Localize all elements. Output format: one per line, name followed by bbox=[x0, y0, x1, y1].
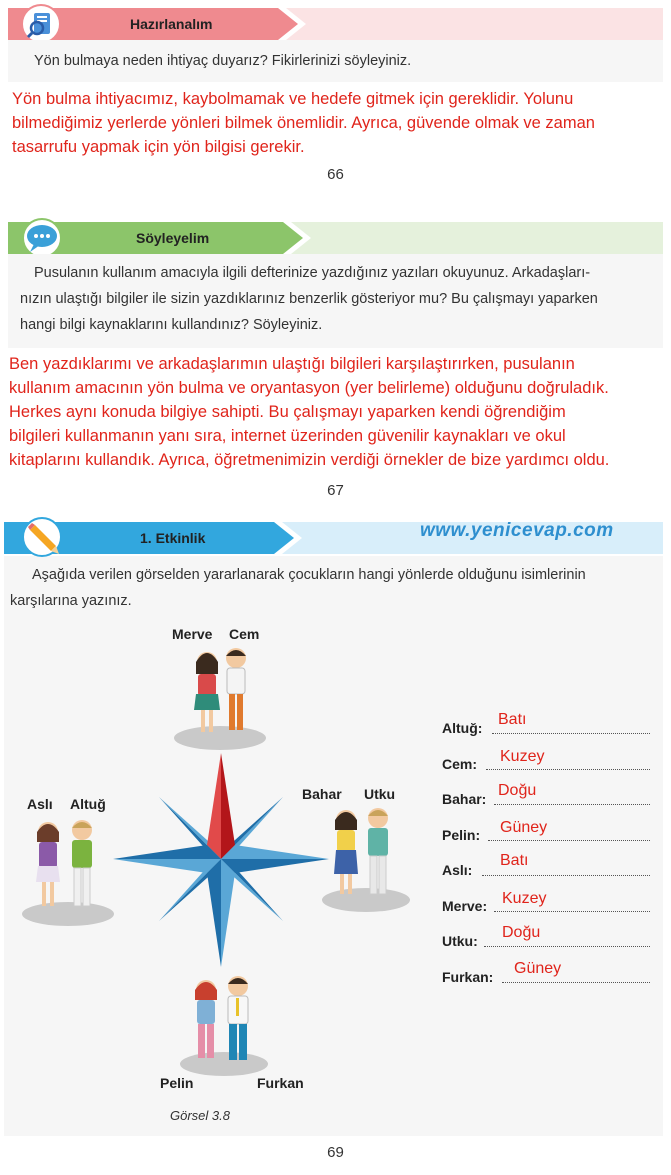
answer-row-field[interactable] bbox=[484, 945, 650, 947]
kid-name-altug: Altuğ bbox=[70, 796, 106, 812]
answer-row-value: Kuzey bbox=[502, 889, 547, 907]
etkinlik-instruction bbox=[10, 562, 660, 614]
kids-west-illustration bbox=[18, 812, 118, 928]
kid-name-asli: Aslı bbox=[27, 796, 53, 812]
hazirlanalim-banner bbox=[8, 8, 663, 40]
kid-name-utku: Utku bbox=[364, 786, 396, 802]
answer-row-field[interactable] bbox=[494, 910, 650, 912]
question-line: Pusulanın kullanım amacıyla ilgili defterinize yazdığınız yazıları okuyunuz. Arkadaşları- bbox=[34, 265, 591, 281]
kid-name-merve: Merve bbox=[172, 626, 213, 642]
soyleyelim-banner bbox=[8, 222, 663, 254]
soyleyelim-question-panel bbox=[8, 254, 663, 348]
answer-row-label: Utku: bbox=[442, 933, 478, 949]
compass-rose bbox=[108, 748, 334, 970]
answer-row-value: Batı bbox=[500, 852, 529, 869]
soyleyelim-title: Söyleyelim bbox=[136, 230, 210, 246]
soyleyelim-answer bbox=[9, 353, 669, 473]
answer-row-label: Altuğ: bbox=[442, 720, 483, 736]
page-number: 69 bbox=[327, 1144, 344, 1161]
pencil-icon bbox=[18, 516, 66, 558]
question-line: nızın ulaştığı bilgiler ile sizin yazdıklarınız benzerlik gösteriyor mu? Bu çalışmayı yaparken bbox=[20, 291, 598, 307]
kids-east-illustration bbox=[318, 800, 414, 916]
answer-row-label: Furkan: bbox=[442, 968, 494, 985]
answer-row-value: Doğu bbox=[502, 924, 541, 941]
answer-row-label: Cem: bbox=[442, 755, 478, 772]
kids-south-illustration bbox=[176, 972, 272, 1078]
answer-line: Yön bulma ihtiyacımız, kaybolmamak ve hedefe gitmek için gereklidir. Yolunu bbox=[12, 90, 574, 108]
answer-row-field[interactable] bbox=[494, 803, 650, 805]
answer-row bbox=[442, 886, 662, 922]
answer-row bbox=[442, 744, 662, 780]
answer-row-field[interactable] bbox=[492, 732, 650, 734]
etkinlik-title: 1. Etkinlik bbox=[140, 530, 206, 546]
compass-main-arms bbox=[113, 753, 329, 967]
kid-name-bahar: Bahar bbox=[302, 786, 342, 802]
answers-list bbox=[442, 708, 662, 992]
answer-line: tasarrufu yapmak için yön bilgisi gerekir. bbox=[12, 138, 305, 156]
answer-row-field[interactable] bbox=[488, 839, 650, 841]
hazirlanalim-banner-shape bbox=[8, 8, 663, 40]
speech-bubble-icon bbox=[18, 218, 68, 258]
answer-line: kitaplarını kullandık. Ayrıca, öğretmenimizin verdiği örnekler de bize yardımcı oldu. bbox=[9, 451, 610, 469]
figure-caption: Görsel 3.8 bbox=[170, 1108, 230, 1123]
answer-row-field[interactable] bbox=[486, 768, 650, 770]
answer-line: Herkes aynı konuda bilgiye sahipti. Bu çalışmayı yaparken kendi öğrendiğim bbox=[9, 403, 566, 421]
hazirlanalim-question-panel bbox=[8, 40, 663, 82]
answer-row-label: Aslı: bbox=[442, 862, 473, 878]
answer-row bbox=[442, 779, 662, 815]
answer-row bbox=[442, 850, 662, 886]
answer-row-value: Doğu bbox=[498, 782, 537, 799]
answer-line: kullanım amacının yön bulma ve oryantasyon (yer belirleme) olduğunu doğruladık. bbox=[9, 379, 609, 397]
answer-row bbox=[442, 708, 662, 744]
answer-row-field[interactable] bbox=[502, 981, 650, 983]
website-watermark: www.yenicevap.com bbox=[420, 520, 614, 541]
question-line: hangi bilgi kaynaklarını kullandınız? Söyleyiniz. bbox=[20, 317, 323, 333]
answer-row-value: Batı bbox=[498, 711, 527, 728]
hazirlanalim-icon bbox=[20, 4, 64, 44]
hazirlanalim-title: Hazırlanalım bbox=[130, 16, 213, 32]
answer-row-value: Kuzey bbox=[500, 747, 545, 765]
answer-row-value: Güney bbox=[514, 959, 562, 977]
kid-name-furkan: Furkan bbox=[257, 1075, 304, 1091]
answer-row-label: Pelin: bbox=[442, 826, 481, 843]
kid-name-pelin: Pelin bbox=[160, 1075, 194, 1091]
answer-row bbox=[442, 921, 662, 957]
answer-row-label: Merve: bbox=[442, 897, 488, 914]
answer-line: bilgileri kullanmanın yanı sıra, internet üzerinden güvenilir kaynakları ve okul bbox=[9, 427, 566, 445]
kids-north-illustration bbox=[172, 640, 272, 754]
soyleyelim-banner-shape bbox=[8, 222, 663, 254]
kid-name-cem: Cem bbox=[229, 626, 260, 642]
instruction-line: karşılarına yazınız. bbox=[10, 593, 132, 609]
answer-row-label: Bahar: bbox=[442, 791, 487, 807]
soyleyelim-question bbox=[20, 260, 660, 338]
page-number: 66 bbox=[327, 166, 344, 183]
hazirlanalim-answer bbox=[12, 88, 662, 160]
answer-row bbox=[442, 957, 662, 993]
answer-line: bilmediğimiz yerlerde yönleri bilmek önemlidir. Ayrıca, güvende olmak ve zaman bbox=[12, 114, 595, 132]
page-number: 67 bbox=[327, 482, 344, 499]
answer-row-field[interactable] bbox=[482, 874, 650, 876]
hazirlanalim-question: Yön bulmaya neden ihtiyaç duyarız? Fikirlerinizi söyleyiniz. bbox=[34, 53, 412, 69]
instruction-line: Aşağıda verilen görselden yararlanarak çocukların hangi yönlerde olduğunu isimlerinin bbox=[32, 567, 586, 583]
answer-line: Ben yazdıklarımı ve arkadaşlarımın ulaştığı bilgileri karşılaştırırken, pusulanın bbox=[9, 355, 575, 373]
answer-row-value: Güney bbox=[500, 818, 548, 836]
answer-row bbox=[442, 815, 662, 851]
